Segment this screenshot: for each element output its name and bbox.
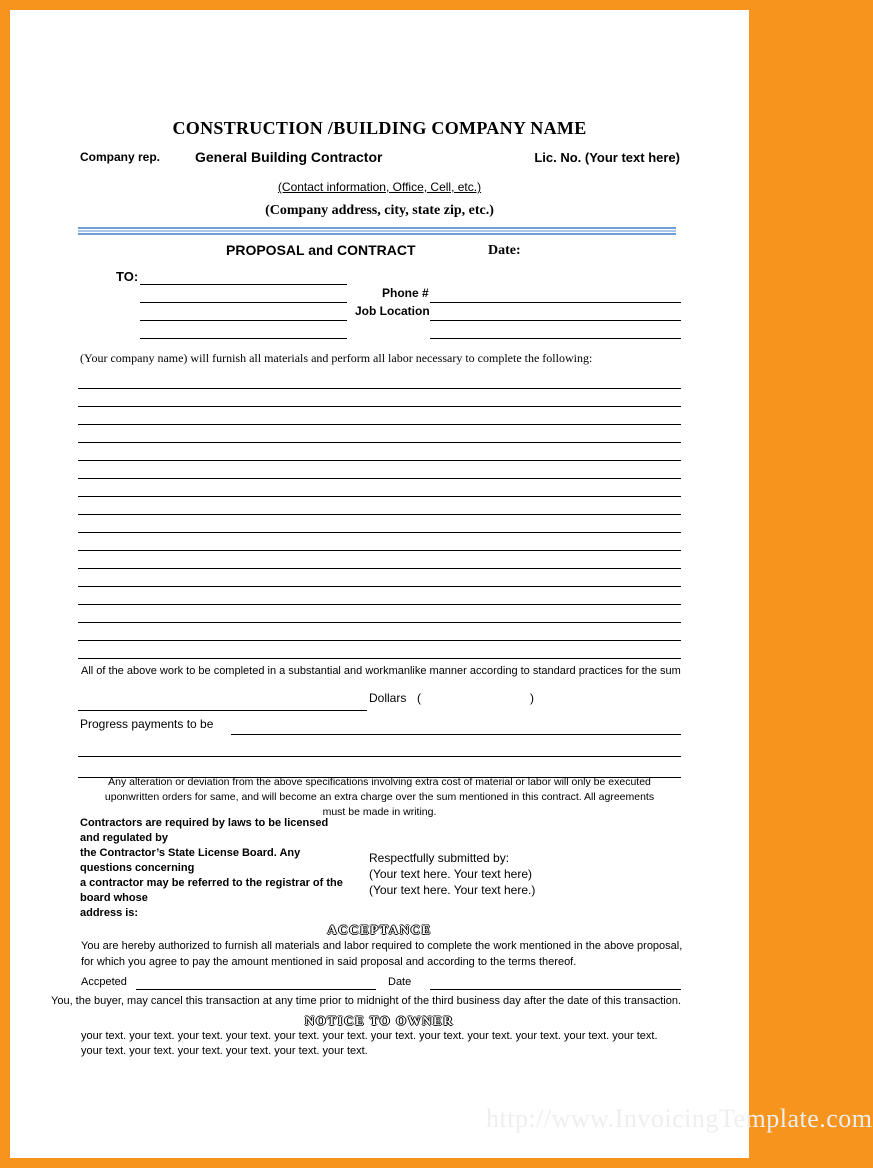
dollars-paren-open: (: [417, 691, 421, 705]
submitted-line-2: (Your text here. Your text here.): [369, 883, 536, 897]
acceptance-line-2: for which you agree to pay the amount mentioned in said proposal and according to the terms thereof.: [81, 956, 577, 968]
acceptance-date-line[interactable]: [430, 989, 681, 990]
work-line[interactable]: [78, 640, 681, 641]
dollars-label: Dollars: [369, 691, 407, 705]
work-line[interactable]: [78, 586, 681, 587]
to-line-2[interactable]: [140, 302, 347, 303]
job-location-line-2[interactable]: [430, 338, 681, 339]
license-number: Lic. No. (Your text here): [534, 150, 680, 165]
alteration-line-1: Any alteration or deviation from the above specifications involving extra cost of material or labor will only be executed: [108, 776, 651, 788]
notice-line-2: your text. your text. your text. your text. your text. your text.: [81, 1045, 368, 1057]
to-line-3[interactable]: [140, 320, 347, 321]
work-line[interactable]: [78, 478, 681, 479]
notice-line-1: your text. your text. your text. your text. your text. your text. your text. your text. your text. your text. your text. your text.: [81, 1030, 658, 1042]
header-divider: [78, 227, 676, 235]
watermark: http://www.InvoicingTemplate.com: [486, 1104, 873, 1133]
work-line[interactable]: [78, 460, 681, 461]
notice-heading: NOTICE TO OWNER: [304, 1013, 455, 1028]
work-line[interactable]: [78, 406, 681, 407]
completion-statement: All of the above work to be completed in a substantial and workmanlike manner according to standard practices for the sum: [81, 665, 681, 677]
job-location-line[interactable]: [430, 320, 681, 321]
work-line[interactable]: [78, 388, 681, 389]
work-line[interactable]: [78, 568, 681, 569]
acceptance-line-1: You are hereby authorized to furnish all materials and labor required to complete the work mentioned in the above proposal,: [81, 940, 683, 952]
submitted-line-1: (Your text here. Your text here): [369, 867, 532, 881]
contact-info: (Contact information, Office, Cell, etc.): [277, 180, 482, 194]
work-line[interactable]: [78, 496, 681, 497]
cancellation-clause: [51, 995, 681, 1007]
license-notice: [80, 816, 370, 919]
cancellation-text: You, the buyer, may cancel this transaction at any time prior to midnight of the third business day after the date of this transaction.: [51, 995, 681, 1007]
license-line-6: board whose: [80, 892, 148, 904]
work-line[interactable]: [78, 514, 681, 515]
to-line-1[interactable]: [140, 284, 347, 285]
license-line-3: the Contractor’s State License Board. Any: [80, 847, 301, 859]
job-location-label: Job Location: [355, 304, 430, 318]
license-line-5: a contractor may be referred to the registrar of the: [80, 877, 343, 889]
work-line[interactable]: [78, 442, 681, 443]
accepted-label: Accpeted: [81, 976, 127, 988]
to-label: TO:: [116, 269, 139, 284]
alteration-line-2: uponwritten orders for same, and will become an extra charge over the sum mentioned in this contract. All agreements: [104, 791, 655, 803]
company-name: CONSTRUCTION /BUILDING COMPANY NAME: [172, 118, 587, 138]
alteration-clause: [78, 775, 681, 818]
progress-line-1[interactable]: [231, 734, 681, 735]
proposal-title: PROPOSAL and CONTRACT: [226, 242, 416, 258]
accepted-signature-line[interactable]: [136, 989, 376, 990]
submitted-block: [369, 850, 535, 898]
dollars-paren-close: ): [530, 691, 534, 705]
phone-line[interactable]: [430, 302, 681, 303]
company-address: (Company address, city, state zip, etc.): [265, 203, 494, 218]
contractor-title: General Building Contractor: [195, 149, 383, 165]
work-line[interactable]: [78, 604, 681, 605]
work-line[interactable]: [78, 424, 681, 425]
license-line-7: address is:: [80, 907, 139, 919]
work-line[interactable]: [78, 622, 681, 623]
submitted-label: Respectfully submitted by:: [369, 851, 510, 865]
license-line-1: Contractors are required by laws to be licensed: [80, 817, 329, 829]
progress-payments-label: Progress payments to be: [80, 717, 214, 731]
to-line-4[interactable]: [140, 338, 347, 339]
work-line[interactable]: [78, 550, 681, 551]
acceptance-date-label: Date: [388, 976, 412, 988]
sum-line[interactable]: [78, 710, 367, 711]
furnish-statement: (Your company name) will furnish all materials and perform all labor necessary to complete the following:: [80, 351, 593, 365]
progress-line-2[interactable]: [78, 756, 681, 757]
work-line[interactable]: [78, 532, 681, 533]
acceptance-heading: ACCEPTANCE: [327, 922, 432, 937]
contract-page: [10, 10, 873, 1158]
work-line[interactable]: [78, 658, 681, 659]
company-rep-label: Company rep.: [80, 150, 161, 164]
date-label: Date:: [488, 243, 521, 258]
license-line-4: questions concerning: [80, 862, 195, 874]
phone-label: Phone #: [382, 286, 429, 300]
alteration-line-3: must be made in writing.: [322, 806, 437, 818]
license-line-2: and regulated by: [80, 832, 169, 844]
